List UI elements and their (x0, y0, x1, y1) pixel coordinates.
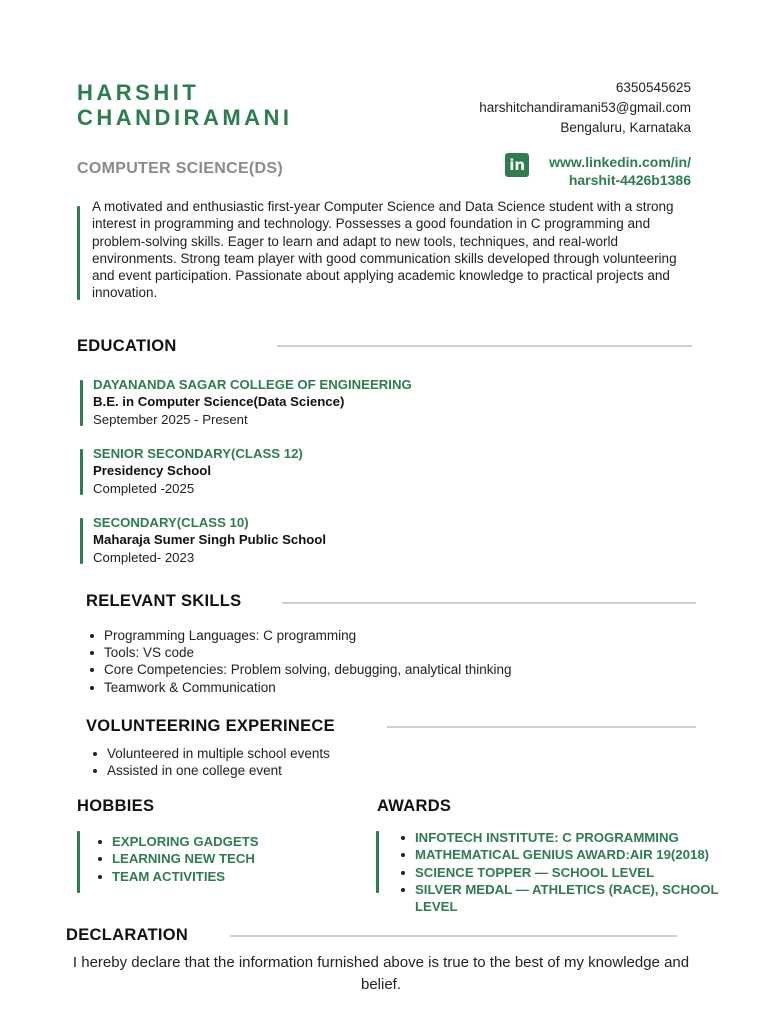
education-accent-bar (80, 380, 83, 426)
linkedin-url-line-2: harshit-4426b1386 (568, 172, 691, 188)
hobbies-accent-bar (77, 831, 80, 893)
education-date: Completed- 2023 (93, 549, 195, 565)
list-item: Core Competencies: Problem solving, debugging, analytical thinking (88, 661, 511, 678)
volunteering-heading: VOLUNTEERING EXPERINECE (86, 717, 335, 735)
education-degree: Maharaja Sumer Singh Public School (93, 532, 327, 548)
linkedin-link[interactable] (505, 153, 691, 189)
education-accent-bar (80, 518, 83, 564)
list-item: INFOTECH INSTITUTE: C PROGRAMMING (399, 829, 764, 846)
name-line-2: CHANDIRAMANI (77, 105, 293, 130)
hobbies-heading: HOBBIES (77, 797, 155, 815)
phone-number: 6350545625 (615, 80, 691, 95)
awards-heading: AWARDS (377, 797, 452, 815)
list-item: EXPLORING GADGETS (96, 833, 259, 850)
awards-list (399, 829, 764, 915)
declaration-rule (230, 935, 677, 937)
linkedin-url-line-1: www.linkedin.com/in/ (549, 154, 691, 170)
awards-accent-bar (376, 831, 379, 893)
skills-rule (282, 602, 696, 604)
education-date: September 2025 - Present (93, 411, 248, 427)
volunteering-list (91, 745, 330, 779)
declaration-heading: DECLARATION (66, 926, 189, 944)
list-item: MATHEMATICAL GENIUS AWARD:AIR 19(2018) (399, 846, 764, 863)
education-heading: EDUCATION (77, 337, 177, 355)
education-institution: DAYANANDA SAGAR COLLEGE OF ENGINEERING (93, 377, 412, 392)
location: Bengaluru, Karnataka (560, 120, 691, 135)
list-item: TEAM ACTIVITIES (96, 868, 259, 885)
hobbies-list (96, 833, 259, 885)
education-accent-bar (80, 449, 83, 495)
linkedin-url[interactable] (549, 153, 691, 189)
candidate-subtitle: COMPUTER SCIENCE(DS) (77, 160, 284, 177)
candidate-name (77, 80, 293, 130)
volunteering-rule (387, 726, 696, 728)
linkedin-icon: in (505, 153, 529, 177)
list-item: Volunteered in multiple school events (91, 745, 330, 762)
summary-accent-bar (77, 206, 80, 300)
declaration-text: I hereby declare that the information furnished above is true to the best of my knowledge and belief. (72, 954, 690, 993)
list-item: Assisted in one college event (91, 762, 330, 779)
list-item: Teamwork & Communication (88, 679, 511, 696)
name-line-1: HARSHIT (77, 80, 200, 105)
list-item: LEARNING NEW TECH (96, 850, 259, 867)
education-institution: SECONDARY(CLASS 10) (93, 515, 249, 530)
profile-summary: A motivated and enthusiastic first-year Computer Science and Data Science student with a strong interest in programming and technology. Possesses a good foundation in C programming and problem-solving skills. Eager to learn and adapt to new tools, techniques, and real-world environments. Strong team player with good communication skills developed through volunteering and event participation. Passionate about applying academic knowledge to practical projects and innovation. (92, 199, 677, 301)
skills-list (88, 627, 511, 696)
education-date: Completed -2025 (93, 480, 195, 496)
contact-block (479, 78, 691, 138)
education-entry (93, 514, 326, 566)
email-address[interactable]: harshitchandiramani53@gmail.com (479, 100, 691, 115)
education-entry (93, 445, 303, 497)
list-item: Programming Languages: C programming (88, 627, 511, 644)
education-entry (93, 376, 412, 428)
list-item: Tools: VS code (88, 644, 511, 661)
skills-heading: RELEVANT SKILLS (86, 592, 242, 610)
education-institution: SENIOR SECONDARY(CLASS 12) (93, 446, 303, 461)
education-degree: Presidency School (93, 463, 211, 479)
list-item: SILVER MEDAL — ATHLETICS (RACE), SCHOOL LEVEL (399, 881, 764, 916)
education-degree: B.E. in Computer Science(Data Science) (93, 394, 345, 410)
education-rule (277, 345, 692, 347)
list-item: SCIENCE TOPPER — SCHOOL LEVEL (399, 864, 764, 881)
